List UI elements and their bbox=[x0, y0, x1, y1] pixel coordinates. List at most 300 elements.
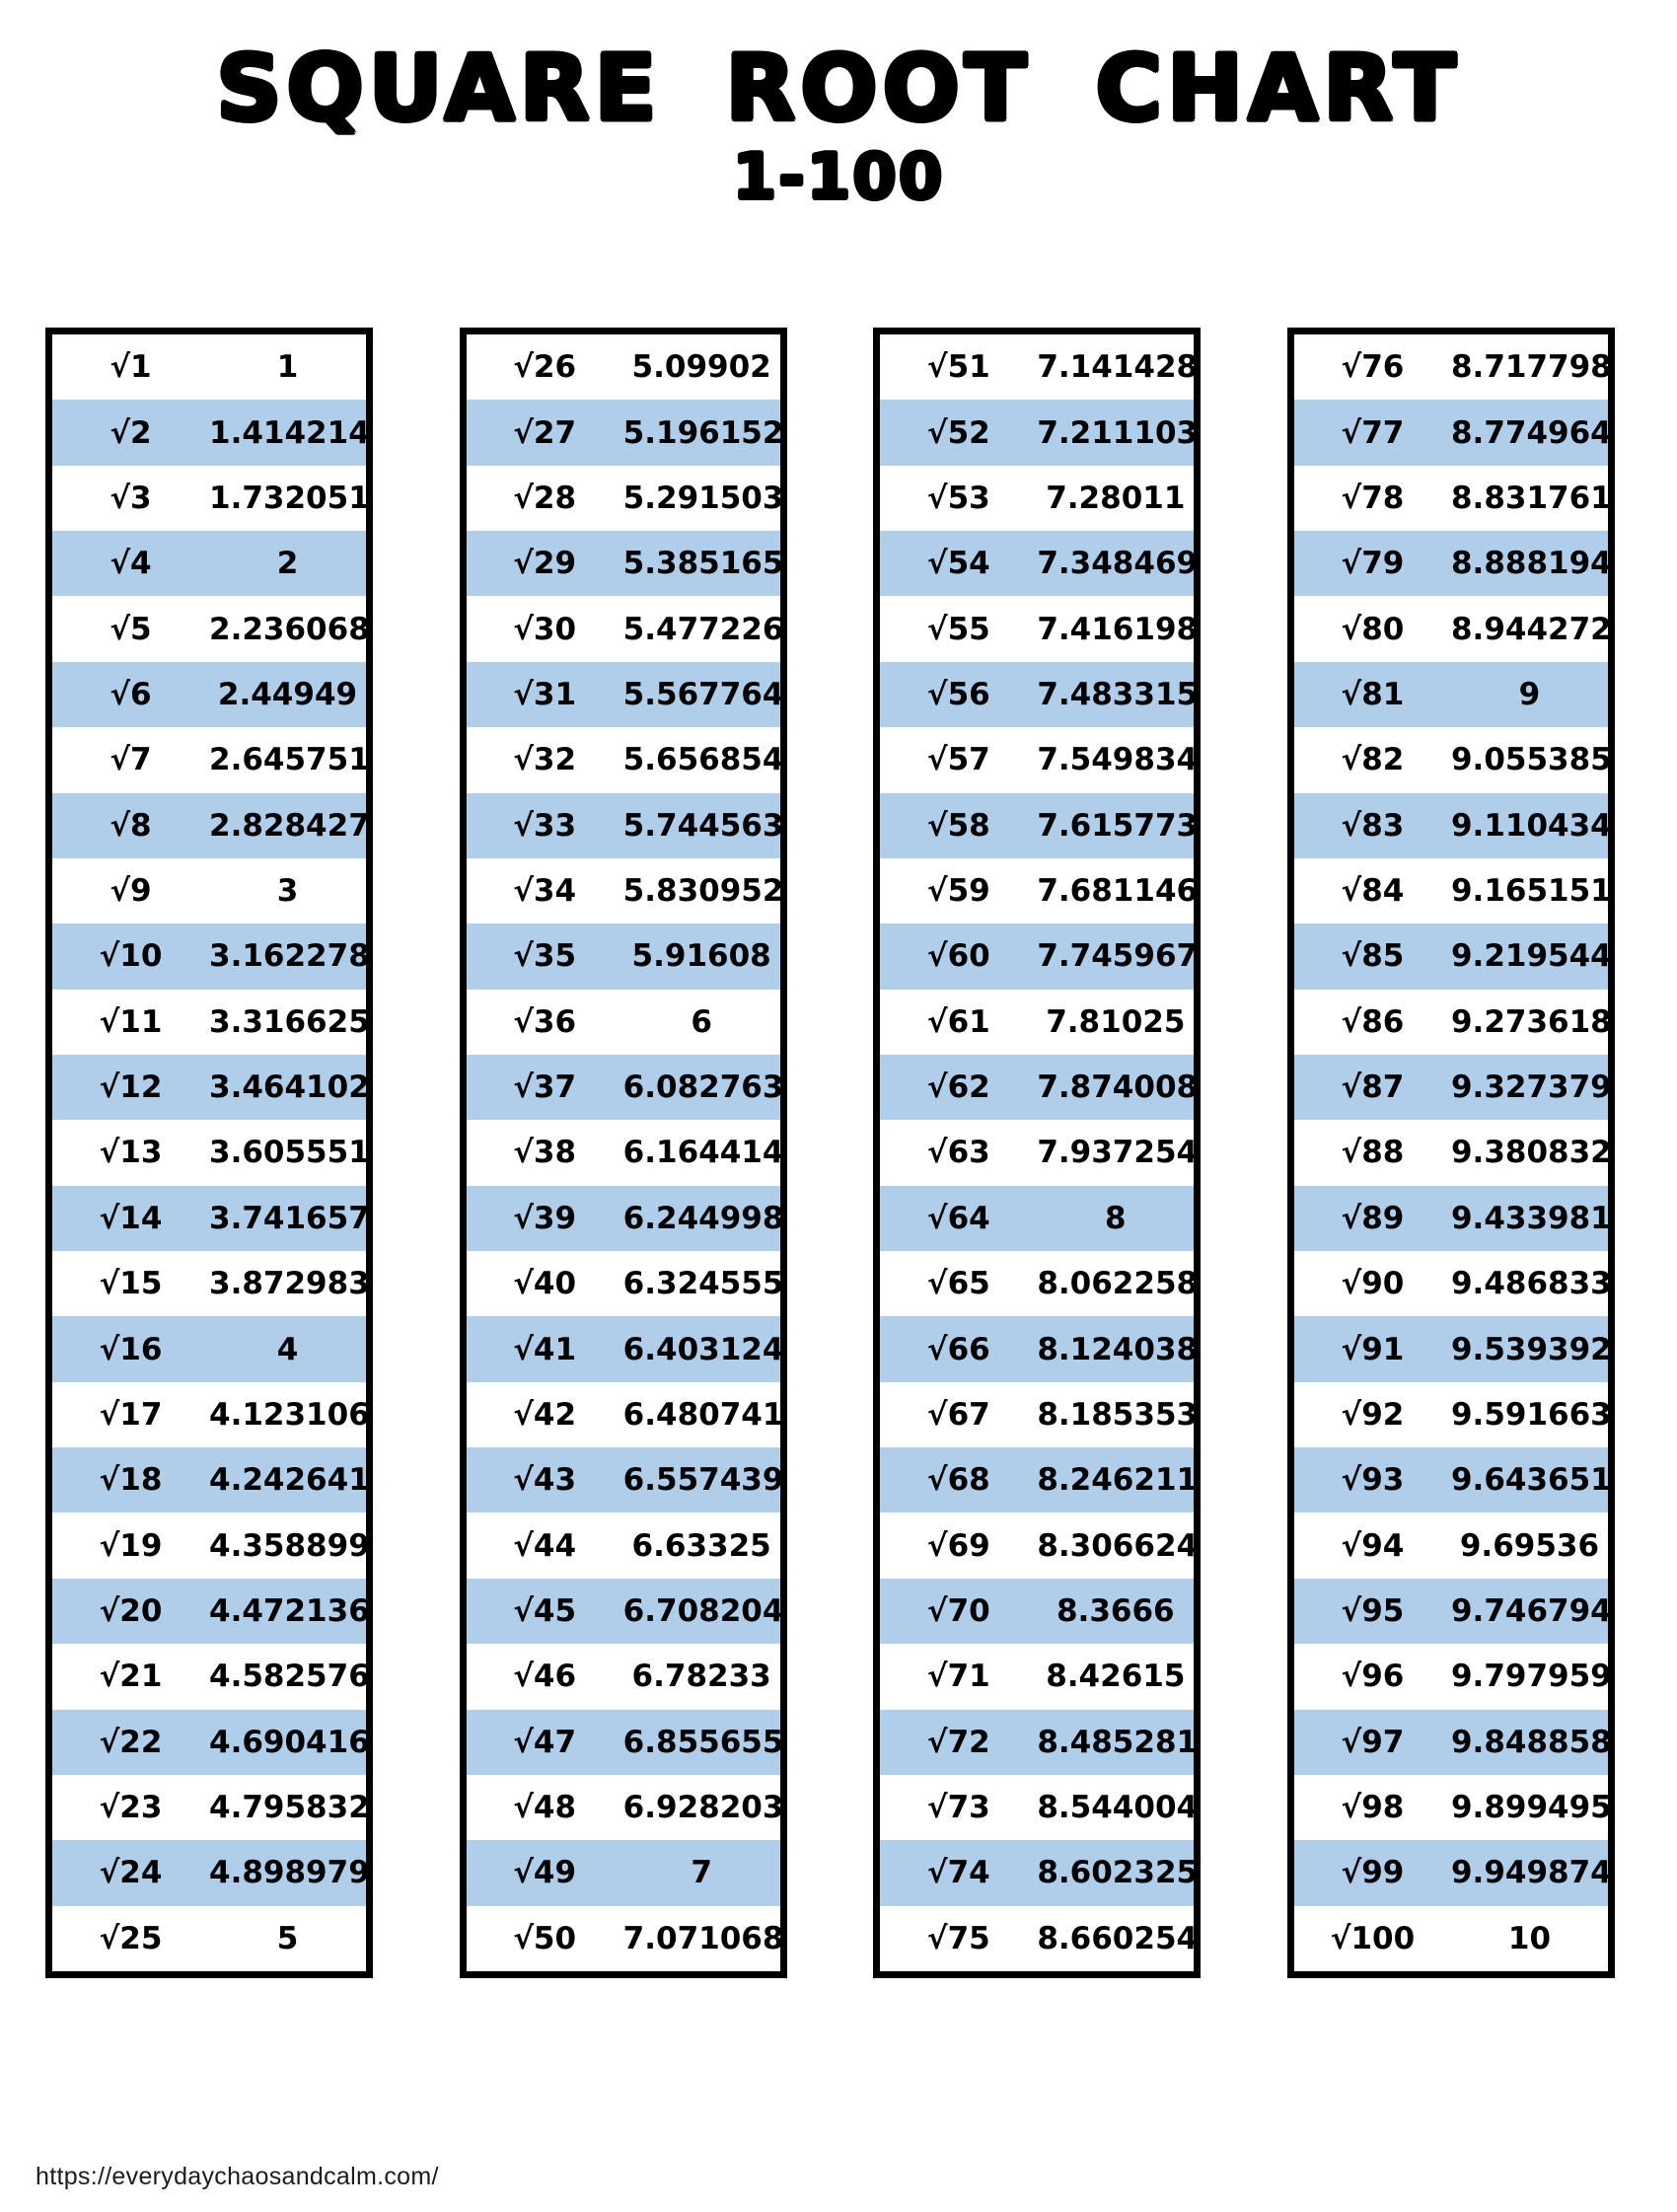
table-row bbox=[1294, 793, 1612, 858]
table-row bbox=[467, 1906, 784, 1971]
radical-cell: √55 bbox=[926, 611, 990, 647]
value-cell: 8.717798 bbox=[1450, 349, 1612, 386]
value-cell: 7.071068 bbox=[622, 1920, 784, 1956]
table-row bbox=[1294, 1251, 1612, 1316]
table-row bbox=[880, 923, 1199, 989]
table-row bbox=[1294, 1186, 1612, 1251]
table-row bbox=[467, 531, 784, 596]
table-row bbox=[880, 662, 1199, 727]
radical-cell: √22 bbox=[99, 1724, 163, 1760]
table-row bbox=[880, 1644, 1194, 1709]
table-row bbox=[467, 400, 784, 465]
value-cell: 3.316625 bbox=[209, 1003, 370, 1040]
tables-grid bbox=[45, 328, 1615, 1978]
table-row bbox=[880, 334, 1199, 400]
radical-cell: √57 bbox=[926, 742, 990, 778]
radical-cell: √78 bbox=[1341, 479, 1405, 516]
value-cell: 6.480741 bbox=[622, 1396, 784, 1433]
radical-cell: √99 bbox=[1341, 1855, 1405, 1891]
value-cell: 6.244998 bbox=[622, 1200, 784, 1236]
radical-cell: √59 bbox=[926, 873, 990, 910]
radical-cell: √48 bbox=[513, 1790, 577, 1826]
value-cell: 2.44949 bbox=[217, 676, 358, 712]
value-cell: 6.855655 bbox=[622, 1724, 784, 1760]
value-cell: 7.874008 bbox=[1037, 1069, 1199, 1106]
radical-cell: √85 bbox=[1341, 938, 1405, 975]
radical-cell: √81 bbox=[1341, 676, 1405, 712]
table-row bbox=[52, 466, 370, 531]
value-cell: 9.591663 bbox=[1450, 1396, 1612, 1433]
radical-cell: √1 bbox=[109, 349, 152, 386]
radical-cell: √93 bbox=[1341, 1462, 1405, 1499]
table-row bbox=[467, 334, 780, 400]
table-row bbox=[1294, 727, 1612, 792]
value-cell: 8.602325 bbox=[1037, 1855, 1199, 1891]
radical-cell: √37 bbox=[513, 1069, 577, 1106]
value-cell: 6.164414 bbox=[622, 1135, 784, 1171]
radical-cell: √15 bbox=[99, 1266, 163, 1302]
radical-cell: √56 bbox=[926, 676, 990, 712]
radical-cell: √75 bbox=[926, 1920, 990, 1956]
radical-cell: √54 bbox=[926, 546, 990, 582]
radical-cell: √58 bbox=[926, 807, 990, 844]
table-row bbox=[467, 1251, 784, 1316]
table-row bbox=[52, 858, 366, 923]
table-row bbox=[1294, 1512, 1608, 1578]
table-row bbox=[52, 727, 370, 792]
table-row bbox=[467, 1186, 784, 1251]
value-cell: 8.42615 bbox=[1046, 1659, 1186, 1695]
table-row bbox=[52, 1120, 370, 1185]
table-row bbox=[467, 1775, 784, 1840]
value-cell: 5.291503 bbox=[622, 479, 784, 516]
radical-cell: √23 bbox=[99, 1790, 163, 1826]
table-row bbox=[1294, 531, 1612, 596]
value-cell: 4.358899 bbox=[209, 1527, 370, 1564]
table-row bbox=[467, 1512, 780, 1578]
radical-cell: √86 bbox=[1341, 1003, 1405, 1040]
value-cell: 6.403124 bbox=[622, 1331, 784, 1367]
radical-cell: √60 bbox=[926, 938, 990, 975]
value-cell: 9.539392 bbox=[1450, 1331, 1612, 1367]
table-row bbox=[880, 1186, 1194, 1251]
value-cell: 8.774964 bbox=[1450, 414, 1612, 451]
value-cell: 7.615773 bbox=[1037, 807, 1199, 844]
value-cell: 6.324555 bbox=[622, 1266, 784, 1302]
radical-cell: √77 bbox=[1341, 414, 1405, 451]
radical-cell: √51 bbox=[926, 349, 990, 386]
value-cell: 8.888194 bbox=[1450, 546, 1612, 582]
value-cell: 4.690416 bbox=[209, 1724, 370, 1760]
table-row bbox=[1294, 1316, 1612, 1381]
radical-cell: √13 bbox=[99, 1135, 163, 1171]
radical-cell: √45 bbox=[513, 1593, 577, 1629]
value-cell: 8.124038 bbox=[1037, 1331, 1199, 1367]
value-cell: 8.062258 bbox=[1037, 1266, 1199, 1302]
radical-cell: √98 bbox=[1341, 1790, 1405, 1826]
radical-cell: √92 bbox=[1341, 1396, 1405, 1433]
radical-cell: √17 bbox=[99, 1396, 163, 1433]
table-row bbox=[467, 1447, 784, 1512]
radical-cell: √25 bbox=[99, 1920, 163, 1956]
value-cell: 7.745967 bbox=[1037, 938, 1199, 975]
table-row bbox=[467, 1644, 780, 1709]
table-row bbox=[1294, 466, 1612, 531]
radical-cell: √88 bbox=[1341, 1135, 1405, 1171]
radical-cell: √24 bbox=[99, 1855, 163, 1891]
table-row bbox=[880, 1055, 1199, 1120]
value-cell: 9.380832 bbox=[1450, 1135, 1612, 1171]
table-row bbox=[880, 1447, 1199, 1512]
value-cell: 3.464102 bbox=[209, 1069, 370, 1106]
table-row bbox=[52, 1906, 366, 1971]
radical-cell: √97 bbox=[1341, 1724, 1405, 1760]
table-row bbox=[1294, 1055, 1612, 1120]
table-row bbox=[467, 466, 784, 531]
value-cell: 9.848858 bbox=[1450, 1724, 1612, 1760]
table-row bbox=[52, 1251, 370, 1316]
value-cell: 9.486833 bbox=[1450, 1266, 1612, 1302]
value-cell: 6 bbox=[691, 1003, 712, 1040]
radical-cell: √4 bbox=[109, 546, 152, 582]
radical-cell: √43 bbox=[513, 1462, 577, 1499]
value-cell: 5.385165 bbox=[622, 546, 784, 582]
value-cell: 6.557439 bbox=[622, 1462, 784, 1499]
table-row bbox=[52, 334, 366, 400]
table-row bbox=[52, 793, 370, 858]
table-row bbox=[1294, 990, 1612, 1055]
radical-cell: √38 bbox=[513, 1135, 577, 1171]
radical-cell: √73 bbox=[926, 1790, 990, 1826]
radical-cell: √14 bbox=[99, 1200, 163, 1236]
table-row bbox=[880, 1579, 1194, 1644]
value-cell: 3.872983 bbox=[209, 1266, 370, 1302]
value-cell: 5.567764 bbox=[622, 676, 784, 712]
value-cell: 7.141428 bbox=[1037, 349, 1199, 386]
radical-cell: √34 bbox=[513, 873, 577, 910]
table-row bbox=[467, 1710, 784, 1775]
table-row bbox=[880, 1775, 1199, 1840]
table-row bbox=[467, 596, 784, 661]
table-row bbox=[880, 466, 1194, 531]
table-row bbox=[52, 1055, 370, 1120]
radical-cell: √53 bbox=[926, 479, 990, 516]
value-cell: 9.949874 bbox=[1450, 1855, 1612, 1891]
table-row bbox=[467, 1579, 784, 1644]
table-row bbox=[880, 1906, 1199, 1971]
value-cell: 5.196152 bbox=[622, 414, 784, 451]
table-row bbox=[467, 1120, 784, 1185]
radical-cell: √71 bbox=[926, 1659, 990, 1695]
radical-cell: √74 bbox=[926, 1855, 990, 1891]
table-row bbox=[1294, 1579, 1612, 1644]
table-row bbox=[1294, 1840, 1612, 1905]
footer-url: https://everydaychaosandcalm.com/ bbox=[36, 2163, 439, 2190]
value-cell: 7.937254 bbox=[1037, 1135, 1199, 1171]
table-row bbox=[52, 1382, 370, 1447]
table-row bbox=[1294, 1906, 1608, 1971]
radical-cell: √20 bbox=[99, 1593, 163, 1629]
radical-cell: √9 bbox=[109, 873, 152, 910]
value-cell: 8.306624 bbox=[1037, 1527, 1199, 1564]
radical-cell: √5 bbox=[109, 611, 152, 647]
value-cell: 4.123106 bbox=[209, 1396, 370, 1433]
value-cell: 9.110434 bbox=[1450, 807, 1612, 844]
value-cell: 7.681146 bbox=[1037, 873, 1199, 910]
radical-cell: √11 bbox=[99, 1003, 163, 1040]
page-subtitle: 1-100 bbox=[732, 140, 945, 214]
radical-cell: √21 bbox=[99, 1659, 163, 1695]
value-cell: 8 bbox=[1105, 1200, 1127, 1236]
radical-cell: √91 bbox=[1341, 1331, 1405, 1367]
radical-cell: √66 bbox=[926, 1331, 990, 1367]
table-row bbox=[52, 990, 370, 1055]
radical-cell: √10 bbox=[99, 938, 163, 975]
radical-cell: √31 bbox=[513, 676, 577, 712]
radical-cell: √50 bbox=[513, 1920, 577, 1956]
table-row bbox=[467, 727, 784, 792]
radical-cell: √3 bbox=[109, 479, 152, 516]
value-cell: 9.219544 bbox=[1450, 938, 1612, 975]
table-row bbox=[52, 596, 370, 661]
radical-cell: √70 bbox=[926, 1593, 990, 1629]
square-root-table-3 bbox=[873, 328, 1201, 1978]
table-row bbox=[52, 1775, 370, 1840]
value-cell: 9.69536 bbox=[1459, 1527, 1600, 1564]
value-cell: 7.211103 bbox=[1037, 414, 1199, 451]
table-row bbox=[880, 1840, 1199, 1905]
radical-cell: √72 bbox=[926, 1724, 990, 1760]
radical-cell: √2 bbox=[109, 414, 152, 451]
radical-cell: √46 bbox=[513, 1659, 577, 1695]
table-row bbox=[880, 793, 1199, 858]
square-root-table-2 bbox=[460, 328, 787, 1978]
table-row bbox=[52, 1644, 370, 1709]
radical-cell: √61 bbox=[926, 1003, 990, 1040]
radical-cell: √76 bbox=[1341, 349, 1405, 386]
value-cell: 9.797959 bbox=[1450, 1659, 1612, 1695]
table-row bbox=[880, 400, 1199, 465]
value-cell: 8.485281 bbox=[1037, 1724, 1199, 1760]
table-row bbox=[467, 1382, 784, 1447]
value-cell: 5.830952 bbox=[622, 873, 784, 910]
radical-cell: √80 bbox=[1341, 611, 1405, 647]
value-cell: 6.708204 bbox=[622, 1593, 784, 1629]
table-row bbox=[467, 1316, 784, 1381]
radical-cell: √41 bbox=[513, 1331, 577, 1367]
value-cell: 9 bbox=[1518, 676, 1541, 712]
table-row bbox=[1294, 1447, 1612, 1512]
value-cell: 3.162278 bbox=[209, 938, 370, 975]
radical-cell: √84 bbox=[1341, 873, 1405, 910]
table-row bbox=[1294, 858, 1612, 923]
page-title: SQUARE ROOT CHART bbox=[216, 36, 1461, 141]
radical-cell: √32 bbox=[513, 742, 577, 778]
value-cell: 2 bbox=[276, 546, 299, 582]
value-cell: 3 bbox=[276, 873, 299, 910]
radical-cell: √83 bbox=[1341, 807, 1405, 844]
value-cell: 7.416198 bbox=[1037, 611, 1199, 647]
value-cell: 9.165151 bbox=[1450, 873, 1612, 910]
value-cell: 9.643651 bbox=[1450, 1462, 1612, 1499]
table-row bbox=[1294, 1710, 1612, 1775]
value-cell: 7 bbox=[691, 1855, 712, 1891]
table-row bbox=[467, 923, 780, 989]
value-cell: 3.741657 bbox=[209, 1200, 370, 1236]
radical-cell: √69 bbox=[926, 1527, 990, 1564]
radical-cell: √64 bbox=[926, 1200, 990, 1236]
square-root-table-1 bbox=[45, 328, 373, 1978]
value-cell: 2.828427 bbox=[209, 807, 370, 844]
radical-cell: √82 bbox=[1341, 742, 1405, 778]
value-cell: 9.746794 bbox=[1450, 1593, 1612, 1629]
table-row bbox=[467, 990, 780, 1055]
value-cell: 8.544004 bbox=[1037, 1790, 1199, 1826]
radical-cell: √100 bbox=[1330, 1920, 1416, 1956]
radical-cell: √44 bbox=[513, 1527, 577, 1564]
radical-cell: √7 bbox=[109, 742, 152, 778]
table-row bbox=[880, 1382, 1199, 1447]
table-row bbox=[467, 858, 784, 923]
table-row bbox=[52, 531, 366, 596]
value-cell: 9.273618 bbox=[1450, 1003, 1612, 1040]
radical-cell: √62 bbox=[926, 1069, 990, 1106]
table-row bbox=[1294, 596, 1612, 661]
table-row bbox=[52, 1447, 370, 1512]
value-cell: 6.928203 bbox=[622, 1790, 784, 1826]
value-cell: 2.236068 bbox=[209, 611, 370, 647]
radical-cell: √12 bbox=[99, 1069, 163, 1106]
radical-cell: √67 bbox=[926, 1396, 990, 1433]
table-row bbox=[880, 727, 1199, 792]
value-cell: 10 bbox=[1507, 1920, 1552, 1956]
table-row bbox=[880, 531, 1199, 596]
value-cell: 7.28011 bbox=[1046, 479, 1186, 516]
radical-cell: √35 bbox=[513, 938, 577, 975]
table-row bbox=[467, 662, 784, 727]
table-row bbox=[467, 1840, 780, 1905]
radical-cell: √68 bbox=[926, 1462, 990, 1499]
radical-cell: √19 bbox=[99, 1527, 163, 1564]
table-row bbox=[1294, 1644, 1612, 1709]
table-row bbox=[1294, 662, 1608, 727]
table-row bbox=[52, 923, 370, 989]
value-cell: 8.3666 bbox=[1056, 1593, 1175, 1629]
value-cell: 5.477226 bbox=[622, 611, 784, 647]
radical-cell: √96 bbox=[1341, 1659, 1405, 1695]
table-row bbox=[880, 1251, 1199, 1316]
radical-cell: √63 bbox=[926, 1135, 990, 1171]
value-cell: 7.348469 bbox=[1037, 546, 1199, 582]
table-row bbox=[880, 990, 1194, 1055]
radical-cell: √87 bbox=[1341, 1069, 1405, 1106]
radical-cell: √18 bbox=[99, 1462, 163, 1499]
radical-cell: √95 bbox=[1341, 1593, 1405, 1629]
value-cell: 8.831761 bbox=[1450, 479, 1612, 516]
value-cell: 5 bbox=[276, 1920, 299, 1956]
table-row bbox=[1294, 1382, 1612, 1447]
radical-cell: √79 bbox=[1341, 546, 1405, 582]
table-row bbox=[1294, 1120, 1612, 1185]
table-row bbox=[467, 793, 784, 858]
table-row bbox=[467, 1055, 784, 1120]
value-cell: 5.656854 bbox=[622, 742, 784, 778]
value-cell: 2.645751 bbox=[209, 742, 370, 778]
radical-cell: √27 bbox=[513, 414, 577, 451]
value-cell: 1.732051 bbox=[209, 479, 370, 516]
radical-cell: √8 bbox=[109, 807, 152, 844]
value-cell: 8.246211 bbox=[1037, 1462, 1199, 1499]
value-cell: 6.63325 bbox=[631, 1527, 771, 1564]
radical-cell: √42 bbox=[513, 1396, 577, 1433]
radical-cell: √29 bbox=[513, 546, 577, 582]
value-cell: 5.91608 bbox=[631, 938, 771, 975]
radical-cell: √49 bbox=[513, 1855, 577, 1891]
table-row bbox=[880, 1512, 1199, 1578]
value-cell: 8.185353 bbox=[1037, 1396, 1199, 1433]
table-row bbox=[880, 1710, 1199, 1775]
value-cell: 5.744563 bbox=[622, 807, 784, 844]
table-row bbox=[52, 400, 370, 465]
table-row bbox=[52, 1840, 370, 1905]
radical-cell: √90 bbox=[1341, 1266, 1405, 1302]
radical-cell: √36 bbox=[513, 1003, 577, 1040]
value-cell: 7.483315 bbox=[1037, 676, 1199, 712]
value-cell: 9.327379 bbox=[1450, 1069, 1612, 1106]
radical-cell: √16 bbox=[99, 1331, 163, 1367]
radical-cell: √89 bbox=[1341, 1200, 1405, 1236]
value-cell: 9.055385 bbox=[1450, 742, 1612, 778]
value-cell: 7.549834 bbox=[1037, 742, 1199, 778]
table-row bbox=[52, 1186, 370, 1251]
radical-cell: √39 bbox=[513, 1200, 577, 1236]
radical-cell: √30 bbox=[513, 611, 577, 647]
table-row bbox=[1294, 1775, 1612, 1840]
radical-cell: √26 bbox=[513, 349, 577, 386]
value-cell: 1 bbox=[276, 349, 299, 386]
radical-cell: √6 bbox=[109, 676, 152, 712]
value-cell: 4.795832 bbox=[209, 1790, 370, 1826]
value-cell: 6.082763 bbox=[622, 1069, 784, 1106]
radical-cell: √52 bbox=[926, 414, 990, 451]
value-cell: 4.898979 bbox=[209, 1855, 370, 1891]
square-root-table-4 bbox=[1287, 328, 1615, 1978]
value-cell: 1.414214 bbox=[209, 414, 370, 451]
table-row bbox=[52, 1579, 370, 1644]
value-cell: 8.660254 bbox=[1037, 1920, 1199, 1956]
value-cell: 4 bbox=[276, 1331, 299, 1367]
value-cell: 4.472136 bbox=[209, 1593, 370, 1629]
table-row bbox=[880, 1120, 1199, 1185]
radical-cell: √28 bbox=[513, 479, 577, 516]
value-cell: 4.242641 bbox=[209, 1462, 370, 1499]
value-cell: 6.78233 bbox=[631, 1659, 771, 1695]
radical-cell: √65 bbox=[926, 1266, 990, 1302]
value-cell: 7.81025 bbox=[1046, 1003, 1186, 1040]
table-row bbox=[52, 662, 366, 727]
radical-cell: √47 bbox=[513, 1724, 577, 1760]
table-row bbox=[1294, 923, 1612, 989]
radical-cell: √94 bbox=[1341, 1527, 1405, 1564]
table-row bbox=[52, 1512, 370, 1578]
value-cell: 9.899495 bbox=[1450, 1790, 1612, 1826]
table-row bbox=[1294, 334, 1612, 400]
radical-cell: √40 bbox=[513, 1266, 577, 1302]
table-row bbox=[880, 1316, 1199, 1381]
table-row bbox=[52, 1710, 370, 1775]
value-cell: 9.433981 bbox=[1450, 1200, 1612, 1236]
value-cell: 8.944272 bbox=[1450, 611, 1612, 647]
